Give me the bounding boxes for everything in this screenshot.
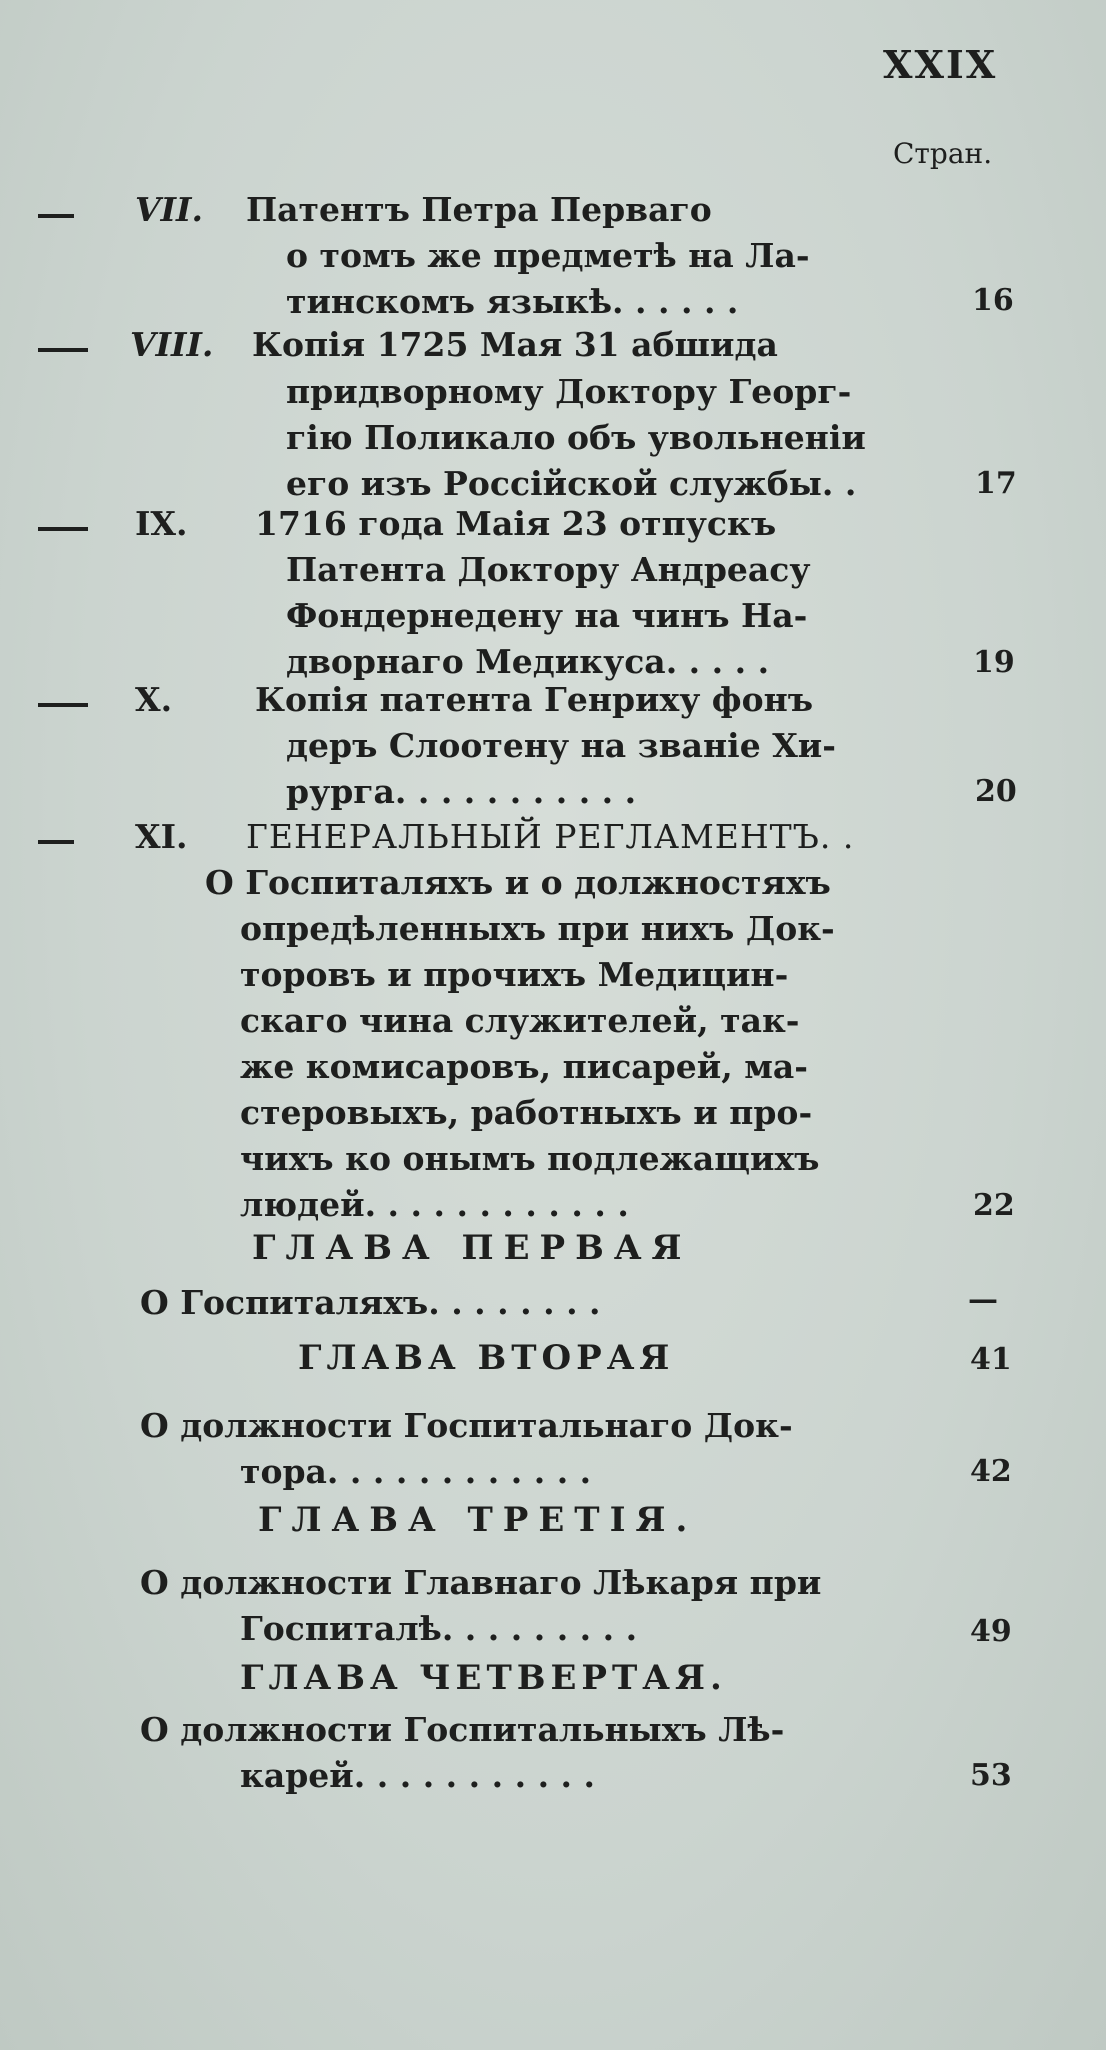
entry-number: X. [135,680,173,719]
entry-line: стеровыхъ, работныхъ и про- [240,1093,813,1132]
entry-line: 1716 года Маія 23 отпускъ [255,504,777,543]
entry-line: рурга. . . . . . . . . . . [286,772,637,811]
chapter-title-line: О должности Госпитальнаго Док- [140,1406,793,1445]
entry-number: VIII. [130,325,214,364]
entry-line: Копія 1725 Мая 31 абшида [252,325,778,364]
entry-number: VII. [135,190,203,229]
entry-page-number: 17 [975,466,1017,501]
entry-number: IX. [135,504,188,543]
entry-page-number: 16 [972,283,1014,318]
chapter-title-line: О должности Главнаго Лѣкаря при [140,1563,822,1602]
entry-line: Патента Доктору Андреасу [286,550,811,589]
entry-line: людей. . . . . . . . . . . . [240,1185,629,1224]
entry-dash [38,527,88,531]
entry-line: тинскомъ языкѣ. . . . . . [286,282,739,321]
chapter-heading: ГЛАВА ПЕРВАЯ [252,1228,692,1268]
page-folio: XXIX [883,42,998,87]
entry-line: дворнаго Медикуса. . . . . [286,642,770,681]
entry-line: О Госпиталяхъ и о должностяхъ [205,863,831,902]
page-column-label: Стран. [893,137,993,170]
entry-line: ГЕНЕРАЛЬНЫЙ РЕГЛАМЕНТЪ. . [246,817,855,856]
entry-line: торовъ и прочихъ Медицин- [240,955,789,994]
entry-line: Копія патента Генриху фонъ [255,680,814,719]
entry-line: Патентъ Петра Перваго [246,190,712,229]
chapter-page-number: — [968,1282,998,1317]
chapter-heading-page-number: 41 [970,1342,1012,1377]
chapter-title-line: Госпиталѣ. . . . . . . . . [240,1609,638,1648]
entry-dash [38,703,88,707]
chapter-page-number: 49 [970,1614,1012,1649]
chapter-heading: ГЛАВА ТРЕТІЯ. [258,1500,698,1540]
entry-line: же комисаровъ, писарей, ма- [240,1047,808,1086]
entry-line: о томъ же предметѣ на Ла- [286,236,810,275]
entry-page-number: 19 [973,645,1015,680]
chapter-page-number: 53 [970,1758,1012,1793]
chapter-title-line: О Госпиталяхъ. . . . . . . . [140,1283,601,1322]
entry-dash [38,348,88,352]
entry-line: опредѣленныхъ при нихъ Док- [240,909,835,948]
entry-dash [38,840,74,844]
chapter-heading: ГЛАВА ЧЕТВЕРТАЯ. [240,1658,727,1698]
entry-line: чихъ ко онымъ подлежащихъ [240,1139,820,1178]
entry-line: скаго чина служителей, так- [240,1001,800,1040]
chapter-title-line: карей. . . . . . . . . . . [240,1756,596,1795]
entry-dash [38,214,74,218]
entry-number: XI. [135,817,188,856]
entry-line: придворному Доктору Георг- [286,372,852,411]
entry-page-number: 20 [975,774,1017,809]
entry-page-number: 22 [973,1188,1015,1223]
entry-line: Фондернедену на чинъ На- [286,596,808,635]
chapter-title-line: О должности Госпитальныхъ Лѣ- [140,1710,785,1749]
chapter-page-number: 42 [970,1454,1012,1489]
entry-line: его изъ Россійской службы. . [286,464,857,503]
chapter-title-line: тора. . . . . . . . . . . . [240,1452,592,1491]
entry-line: деръ Слоотену на званіе Хи- [286,726,836,765]
chapter-heading: ГЛАВА ВТОРАЯ [298,1338,675,1378]
entry-line: гію Поликало объ увольненіи [286,418,866,457]
